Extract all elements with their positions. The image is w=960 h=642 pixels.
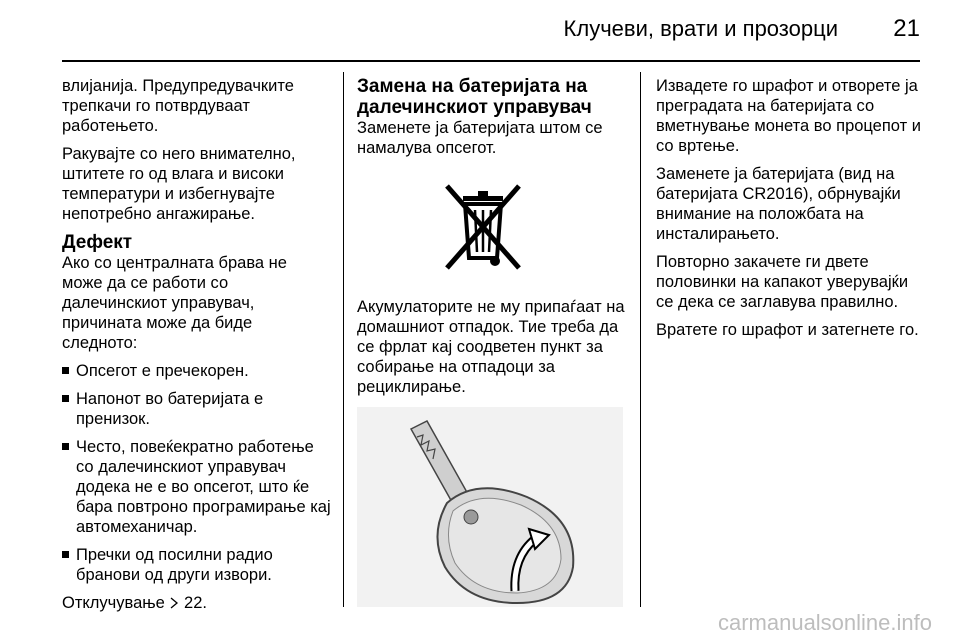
bullet-square-icon <box>62 395 69 402</box>
crossed-out-wheelie-bin-icon <box>441 178 525 278</box>
column-middle <box>357 76 625 612</box>
paragraph: Акумулаторите не му припаѓаат на домашниот отпадок. Тие треба да се фрлат кај соодветен пункт за собирање на отпадоци за рециклирање. <box>357 298 625 396</box>
column-divider <box>343 72 344 607</box>
bullet-square-icon <box>62 367 69 374</box>
list-item: Пречки од посилни радио бранови од други извори. <box>62 545 332 585</box>
remote-key-illustration <box>357 407 623 607</box>
paragraph: Извадете го шрафот и отворете ја преградата на батеријата со вметнување монета во процепот и со вртење. <box>656 77 921 155</box>
page-header <box>0 0 960 62</box>
list-item: Напонот во батеријата е пренизок. <box>62 389 332 429</box>
paragraph: Заменете ја батеријата (вид на батеријата CR2016), обрнувајќи внимание на положбата на инсталирањето. <box>656 165 901 243</box>
bullet-square-icon <box>62 551 69 558</box>
page-number: 21 <box>893 15 920 42</box>
cross-reference[interactable]: Отклучување 22. <box>62 594 207 612</box>
bullet-square-icon <box>62 443 69 450</box>
paragraph: Заменете ја батеријата штом се намалува опсегот. <box>357 119 603 157</box>
paragraph: влијанија. Предупредувачките трепкачи го потврдуваат работењето. <box>62 77 294 135</box>
paragraph: Ако со централната брава не може да се работи со далечинскиот управувач, причината може да биде следното: <box>62 254 287 352</box>
column-right <box>656 76 928 348</box>
paragraph: Вратете го шрафот и затегнете го. <box>656 321 919 339</box>
column-left <box>62 76 332 621</box>
chapter-title: Клучеви, врати и прозорци <box>563 16 838 41</box>
section-heading-battery: Замена на батеријата на далечинскиот управувач <box>357 76 592 118</box>
watermark: carmanualsonline.info <box>717 610 932 635</box>
arrow-ref-icon <box>169 597 179 609</box>
paragraph: Ракувајте со него внимателно, штитете го од влага и високи температури и избегнувајте непотребно ангажирање. <box>62 145 296 223</box>
list-item: Опсегот е пречекорен. <box>62 361 332 381</box>
list-item: Често, повеќекратно работење со далечинскиот управувач додека не е во опсегот, што ќе бара повтроно програмирање кај автомеханичар. <box>62 437 332 537</box>
paragraph: Повторно закачете ги двете половинки на капакот уверувајќи се дека се заглавува правилно. <box>656 253 909 311</box>
column-divider <box>640 72 641 607</box>
section-heading-fault: Дефект <box>62 232 133 253</box>
header-rule <box>62 60 920 62</box>
